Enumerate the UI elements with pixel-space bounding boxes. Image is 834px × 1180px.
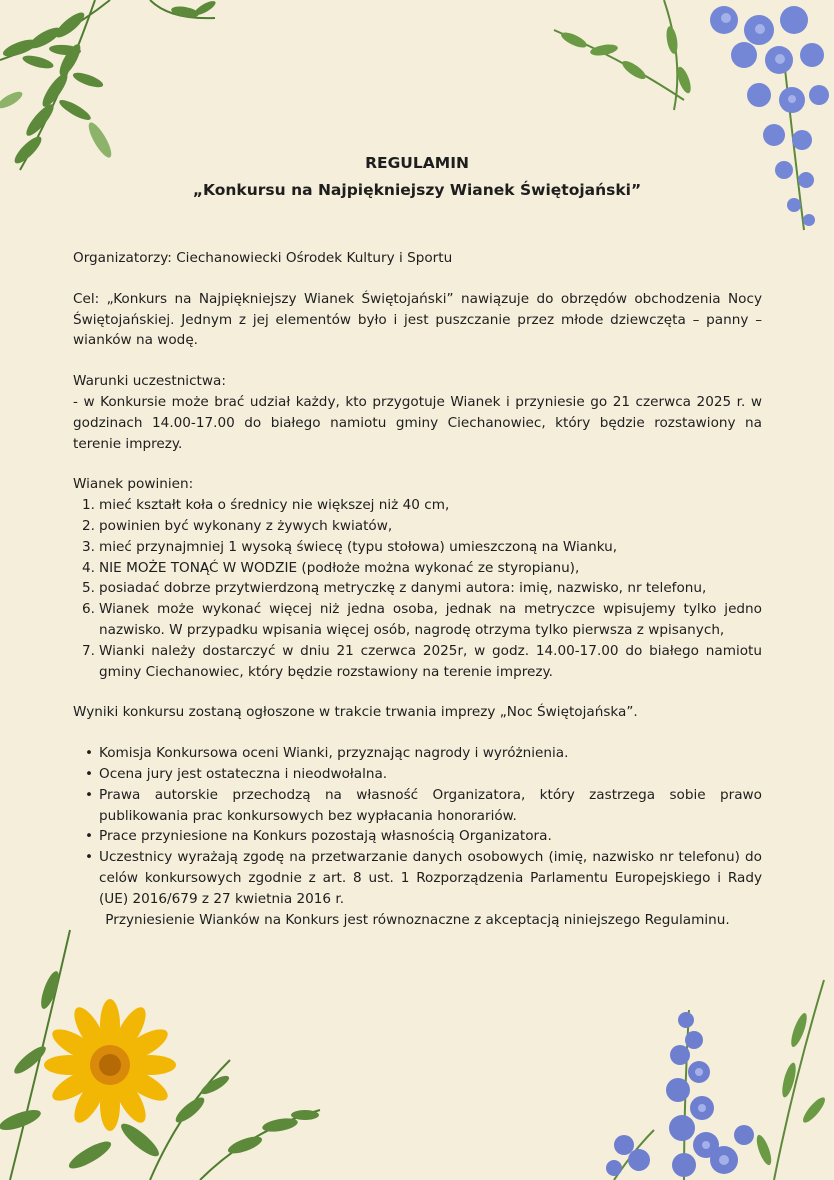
list-item [73,495,762,516]
list-number: 6. [82,601,95,618]
results-text: Wyniki konkursu zostaną ogłoszone w trakcie trwania imprezy „Noc Świętojańska”. [73,704,638,721]
bullet-icon: • [85,849,94,866]
bullet-item [73,743,762,764]
bullet-item [73,826,762,847]
list-item [73,516,762,537]
bullet-text: Ocena jury jest ostateczna i nieodwołalna. [99,765,388,782]
bullet-item [73,847,762,909]
organizers-text: Organizatorzy: Ciechanowiecki Ośrodek Kultury i Sportu [73,250,453,266]
bullet-item [73,785,762,827]
list-number: 2. [82,517,95,534]
closing-statement: Przyniesienie Wianków na Konkurs jest równoznaczne z akceptacją niniejszego Regulaminu. [105,911,730,928]
list-item-text: Wianek może wykonać więcej niż jedna osoba, jednak na metryczce wpisujemy tylko jedno nazwisko. W przypadku wpisania więcej osób, nagrodę otrzyma tylko pierwsza z wpisanych, [99,601,762,638]
conditions-text: - w Konkursie może brać udział każdy, kto przygotuje Wianek i przyniesie go 21 czerwca 2025 r. w godzinach 14.00-17.00 do białego namiotu gminy Ciechanowiec, który będzie rozstawiony na terenie imprezy. [73,393,762,452]
bullet-text: Komisja Konkursowa oceni Wianki, przyznając nagrody i wyróżnienia. [99,745,569,762]
requirements-heading: Wianek powinien: [73,476,194,493]
list-item [73,599,762,641]
bullet-text: Prace przyniesione na Konkurs pozostają własnością Organizatora. [99,828,552,845]
list-number: 5. [82,580,95,597]
conditions-heading: Warunki uczestnictwa: [73,373,226,390]
document-body [73,248,762,930]
list-item-text: Wianki należy dostarczyć w dniu 21 czerwca 2025r, w godz. 14.00-17.00 do białego namiotu gminy Ciechanowiec, który będzie rozstawiony na terenie imprezy. [99,642,762,680]
rules-list [73,743,762,909]
bullet-text: Prawa autorskie przechodzą na własność Organizatora, który zastrzega sobie prawo publikowania prac konkursowych bez wypłacania honorariów. [99,786,762,824]
list-item-text: powinien być wykonany z żywych kwiatów, [99,517,393,534]
list-item [73,558,762,579]
bullet-item [73,764,762,785]
blue-flowers-bottom-right-icon [594,960,834,1180]
requirements-list [73,495,762,682]
document-title [0,150,834,204]
list-item-text: NIE MOŻE TONĄĆ W WODZIE (podłoże można wykonać ze styropianu), [99,559,580,576]
bullet-icon: • [85,786,94,803]
list-number: 4. [82,559,95,576]
blue-flowers-top-right-icon [544,0,834,240]
list-item-text: posiadać dobrze przytwierdzoną metryczkę z danymi autora: imię, nazwisko, nr telefonu, [99,580,707,597]
goal-text: Cel: „Konkurs na Najpiękniejszy Wianek Świętojański” nawiązuje do obrzędów obchodzenia Nocy Świętojańskiej. Jednym z jej elementów było i jest puszczanie przez młode dziewczęta – panny – wianków na wodę. [73,290,762,349]
bullet-icon: • [85,765,94,782]
title-line-2: „Konkursu na Najpiękniejszy Wianek Świętojański” [192,181,642,199]
list-number: 7. [82,642,95,659]
list-item-text: mieć przynajmniej 1 wysoką świecę (typu stołowa) umieszczoną na Wianku, [99,538,618,555]
title-line-1: REGULAMIN [365,154,469,172]
list-number: 3. [82,538,95,555]
list-item [73,578,762,599]
list-item-text: mieć kształt koła o średnicy nie większej niż 40 cm, [99,497,450,514]
bullet-icon: • [85,745,94,762]
bullet-icon: • [85,828,94,845]
list-number: 1. [82,497,95,514]
list-item [73,641,762,683]
yellow-daisy-bottom-left-icon [0,910,330,1180]
bullet-text: Uczestnicy wyrażają zgodę na przetwarzanie danych osobowych (imię, nazwisko nr telefonu) do celów konkursowych zgodnie z art. 8 ust. 1 Rozporządzenia Parlamentu Europejskiego i Rady (UE) 2016/679 z 27 kwietnia 2016 r. [99,849,762,907]
list-item [73,537,762,558]
